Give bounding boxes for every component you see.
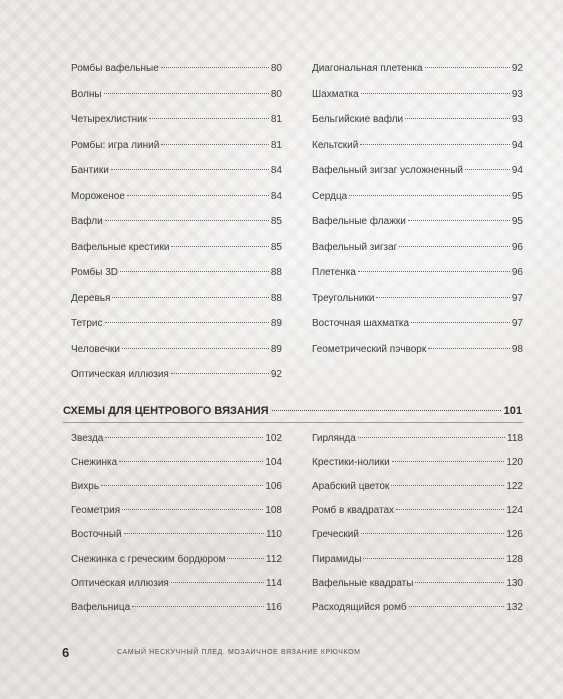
- toc-entry-page: 98: [511, 343, 523, 355]
- toc-entry: [312, 577, 523, 591]
- leader-dots: [358, 271, 510, 272]
- leader-dots: [105, 322, 269, 323]
- leader-dots: [428, 348, 510, 349]
- leader-dots: [119, 461, 263, 462]
- leader-dots: [122, 509, 263, 510]
- toc-entry: [312, 215, 523, 229]
- leader-dots: [408, 220, 510, 221]
- toc-entry-page: 97: [511, 318, 523, 329]
- toc-entry: [71, 292, 282, 306]
- toc-entry: [312, 528, 523, 542]
- toc-entry-page: 97: [511, 292, 523, 304]
- toc-entry-label: Ромб в квадратах: [312, 505, 395, 517]
- leader-dots: [409, 606, 505, 607]
- leader-dots: [465, 169, 510, 170]
- toc-entry-page: 88: [270, 292, 282, 304]
- leader-dots: [120, 271, 269, 272]
- leader-dots: [161, 67, 269, 68]
- toc-entry-page: 94: [511, 139, 523, 151]
- toc-entry: [312, 164, 523, 178]
- toc-entry-label: Греческий: [312, 529, 359, 541]
- toc-entry-page: 80: [270, 63, 282, 74]
- toc-entry: [312, 139, 523, 153]
- toc-entry-page: 114: [266, 577, 282, 589]
- toc-entry-page: 108: [265, 505, 282, 517]
- toc-entry: [312, 504, 523, 518]
- toc-entry-page: 85: [270, 216, 282, 227]
- toc-entry-label: Треугольники: [312, 292, 375, 304]
- toc-entry: [312, 190, 523, 204]
- toc-entry: [71, 215, 282, 229]
- toc-entry-label: Кельтский: [312, 139, 359, 151]
- leader-dots: [132, 606, 264, 607]
- toc-entry: [71, 343, 282, 357]
- leader-dots: [405, 118, 510, 119]
- leader-dots: [111, 169, 269, 170]
- toc-entry: [71, 504, 282, 518]
- toc-entry-label: Вихрь: [71, 481, 100, 493]
- book-title: САМЫЙ НЕСКУЧНЫЙ ПЛЕД. МОЗАИЧНОЕ ВЯЗАНИЕ КРЮЧКОМ: [117, 649, 361, 656]
- toc-entry-label: Тетрис: [71, 318, 103, 329]
- toc-entry-label: Мороженое: [71, 190, 125, 202]
- toc-entry-label: Диагональная плетенка: [312, 63, 423, 74]
- toc-entry-label: Шахматка: [312, 88, 359, 100]
- leader-dots: [392, 461, 505, 462]
- toc-entry-page: 116: [266, 601, 282, 613]
- toc-entry-page: 110: [266, 529, 282, 541]
- toc-entry-label: Сердца: [312, 190, 348, 202]
- toc-entry-page: 96: [511, 267, 523, 278]
- toc-entry: [71, 266, 282, 280]
- toc-entry-page: 124: [506, 505, 523, 517]
- toc-entry-label: Геометрический пэчворк: [312, 343, 427, 355]
- toc-entry-page: 118: [507, 433, 523, 444]
- toc-entry-page: 88: [270, 267, 282, 278]
- toc-entry-label: Восточная шахматка: [312, 318, 410, 329]
- leader-dots: [361, 93, 510, 94]
- toc-entry-label: Волны: [71, 88, 102, 100]
- toc-entry-label: Снежинка с греческим бордюром: [71, 553, 226, 565]
- leader-dots: [376, 297, 509, 298]
- toc-entry-page: 130: [506, 577, 523, 589]
- toc-entry-label: Ромбы 3D: [71, 267, 119, 278]
- toc-entry: [312, 317, 523, 331]
- leader-dots: [227, 558, 264, 559]
- section-divider: [63, 422, 523, 423]
- toc-entry-label: Пирамиды: [312, 553, 362, 565]
- toc-entry-page: 95: [511, 190, 523, 202]
- toc-entry: [312, 292, 523, 306]
- section-title: СХЕМЫ ДЛЯ ЦЕНТРОВОГО ВЯЗАНИЯ: [63, 405, 269, 417]
- leader-dots: [399, 246, 510, 247]
- toc-entry: [312, 343, 523, 357]
- toc-entry-label: Плетенка: [312, 267, 356, 278]
- toc-entry-page: 106: [265, 481, 282, 493]
- toc-entry-page: 112: [266, 553, 282, 565]
- toc-entry-label: Гирлянда: [312, 433, 356, 444]
- toc-entry-label: Арабский цветок: [312, 481, 390, 493]
- toc-entry: [71, 164, 282, 178]
- toc-entry: [71, 190, 282, 204]
- toc-entry-page: 81: [270, 114, 282, 125]
- toc-entry-label: Четырехлистник: [71, 114, 148, 125]
- leader-dots: [411, 322, 510, 323]
- toc-entry-page: 89: [270, 318, 282, 329]
- leader-dots: [161, 144, 269, 145]
- toc-entry-page: 80: [270, 88, 282, 100]
- toc-entry: [71, 528, 282, 542]
- leader-dots: [101, 485, 263, 486]
- toc-entry: [71, 480, 282, 494]
- toc-entry-label: Деревья: [71, 292, 111, 304]
- leader-dots: [425, 67, 510, 68]
- leader-dots: [391, 485, 504, 486]
- toc-entry: [71, 601, 282, 615]
- toc-entry-page: 93: [511, 88, 523, 100]
- leader-dots: [112, 297, 268, 298]
- leader-dots: [363, 558, 504, 559]
- section-page: 101: [503, 405, 522, 417]
- toc-entry: [312, 113, 523, 127]
- toc-entry-label: Ромбы вафельные: [71, 63, 159, 74]
- toc-entry-page: 89: [270, 343, 282, 355]
- leader-dots: [361, 533, 504, 534]
- toc-entry-label: Восточный: [71, 529, 122, 541]
- toc-entry: [71, 241, 282, 255]
- toc-entry-label: Вафли: [71, 216, 103, 227]
- toc-entry-label: Геометрия: [71, 505, 121, 517]
- toc-entry: [71, 577, 282, 591]
- leader-dots: [105, 437, 263, 438]
- leader-dots: [122, 348, 269, 349]
- toc-entry-page: 84: [270, 190, 282, 202]
- toc-entry: [71, 456, 282, 470]
- toc-entry-page: 94: [511, 165, 523, 176]
- toc-entry-page: 92: [270, 369, 282, 380]
- leader-dots: [171, 373, 269, 374]
- toc-entry-page: 132: [506, 601, 523, 613]
- toc-entry-label: Снежинка: [71, 457, 118, 469]
- toc-entry-label: Бельгийские вафли: [312, 114, 404, 125]
- toc-entry-label: Вафельные крестики: [71, 241, 170, 253]
- toc-entry: [312, 601, 523, 615]
- toc-entry-label: Оптическая иллюзия: [71, 577, 169, 589]
- leader-dots: [171, 582, 264, 583]
- toc-entry-label: Звезда: [71, 433, 104, 444]
- toc-entry-page: 96: [511, 241, 523, 253]
- toc-entry-page: 120: [506, 457, 523, 469]
- page-number: 6: [62, 645, 70, 660]
- toc-entry: [312, 88, 523, 102]
- toc-entry-page: 92: [511, 63, 523, 74]
- toc-entry: [71, 62, 282, 76]
- toc-entry: [312, 456, 523, 470]
- toc-entry-page: 104: [265, 457, 282, 469]
- toc-entry: [71, 368, 282, 382]
- toc-entry-page: 85: [270, 241, 282, 253]
- toc-entry: [312, 553, 523, 567]
- leader-dots: [349, 195, 510, 196]
- leader-dots: [415, 582, 504, 583]
- toc-entry-label: Вафельные квадраты: [312, 577, 414, 589]
- toc-entry-label: Человечки: [71, 343, 121, 355]
- toc-entry-page: 93: [511, 114, 523, 125]
- toc-entry-label: Ромбы: игра линий: [71, 139, 160, 151]
- leader-dots: [272, 410, 501, 411]
- toc-entry: [312, 241, 523, 255]
- toc-entry: [71, 113, 282, 127]
- toc-entry: [71, 88, 282, 102]
- leader-dots: [149, 118, 269, 119]
- toc-entry-page: 102: [265, 433, 282, 444]
- toc-entry: [71, 432, 282, 446]
- section-heading: [63, 403, 522, 419]
- toc-entry-page: 122: [506, 481, 523, 493]
- toc-entry-label: Бантики: [71, 165, 109, 176]
- leader-dots: [358, 437, 505, 438]
- toc-entry: [312, 432, 523, 446]
- toc-entry-page: 95: [511, 216, 523, 227]
- toc-entry-page: 84: [270, 165, 282, 176]
- toc-entry-label: Крестики-нолики: [312, 457, 390, 469]
- toc-entry: [71, 139, 282, 153]
- leader-dots: [396, 509, 504, 510]
- leader-dots: [127, 195, 269, 196]
- toc-entry: [71, 553, 282, 567]
- toc-entry-label: Вафельный зигзаг: [312, 241, 398, 253]
- toc-entry-page: 81: [270, 139, 282, 151]
- leader-dots: [104, 93, 269, 94]
- toc-entry-page: 128: [506, 553, 523, 565]
- toc-entry: [312, 480, 523, 494]
- leader-dots: [360, 144, 510, 145]
- toc-entry: [312, 62, 523, 76]
- leader-dots: [105, 220, 269, 221]
- toc-entry-label: Расходящийся ромб: [312, 601, 407, 613]
- toc-entry: [312, 266, 523, 280]
- toc-entry-label: Вафельный зигзаг усложненный: [312, 165, 463, 176]
- leader-dots: [124, 533, 265, 534]
- toc-entry-label: Вафельница: [71, 601, 131, 613]
- toc-entry: [71, 317, 282, 331]
- leader-dots: [171, 246, 268, 247]
- toc-entry-label: Оптическая иллюзия: [71, 369, 169, 380]
- toc-entry-label: Вафельные флажки: [312, 216, 406, 227]
- toc-entry-page: 126: [506, 529, 523, 541]
